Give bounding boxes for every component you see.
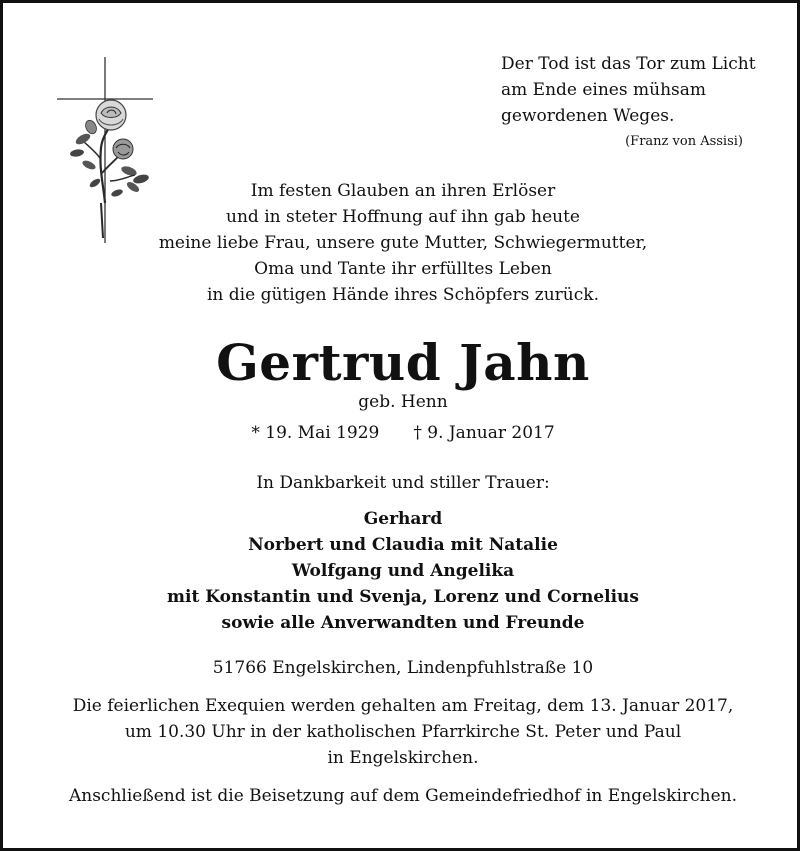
mourner-line: sowie alle Anverwandten und Freunde [221, 613, 585, 633]
quote [501, 51, 781, 129]
death-date: † 9. Januar 2017 [413, 423, 555, 443]
intro-line: Oma und Tante ihr erfülltes Leben [254, 259, 552, 279]
intro-line: Im festen Glauben an ihren Erlöser [250, 181, 556, 201]
quote-line: am Ende eines mühsam [501, 80, 706, 100]
quote-line: Der Tod ist das Tor zum Licht [501, 54, 756, 74]
address: 51766 Engelskirchen, Lindenpfuhlstraße 10 [212, 658, 594, 678]
birth-date: * 19. Mai 1929 [251, 423, 380, 443]
intro-line: und in steter Hoffnung auf ihn gab heute [226, 207, 580, 227]
intro-line: in die gütigen Hände ihres Schöpfers zurück. [207, 285, 599, 305]
mourner-line: Wolfgang und Angelika [291, 561, 515, 581]
service-line: um 10.30 Uhr in der katholischen Pfarrkirche St. Peter und Paul [124, 722, 682, 742]
mourner-line: mit Konstantin und Svenja, Lorenz und Cornelius [167, 587, 639, 607]
mourner-line: Norbert und Claudia mit Natalie [248, 535, 558, 555]
mourner-line: Gerhard [363, 509, 443, 529]
mourners-list [3, 506, 800, 636]
mourners-heading: In Dankbarkeit und stiller Trauer: [256, 473, 550, 493]
quote-attribution: (Franz von Assisi) [625, 134, 743, 149]
quote-line: gewordenen Weges. [501, 106, 675, 126]
service-line: in Engelskirchen. [327, 748, 479, 768]
burial-info: Anschließend ist die Beisetzung auf dem Gemeindefriedhof in Engelskirchen. [68, 786, 737, 806]
deceased-name: Gertrud Jahn [216, 333, 590, 392]
intro-text [3, 178, 800, 308]
maiden-name: geb. Henn [358, 392, 448, 412]
life-dates [3, 420, 800, 446]
intro-line: meine liebe Frau, unsere gute Mutter, Schwiegermutter, [158, 233, 648, 253]
service-info [3, 693, 800, 771]
service-line: Die feierlichen Exequien werden gehalten am Freitag, dem 13. Januar 2017, [72, 696, 734, 716]
